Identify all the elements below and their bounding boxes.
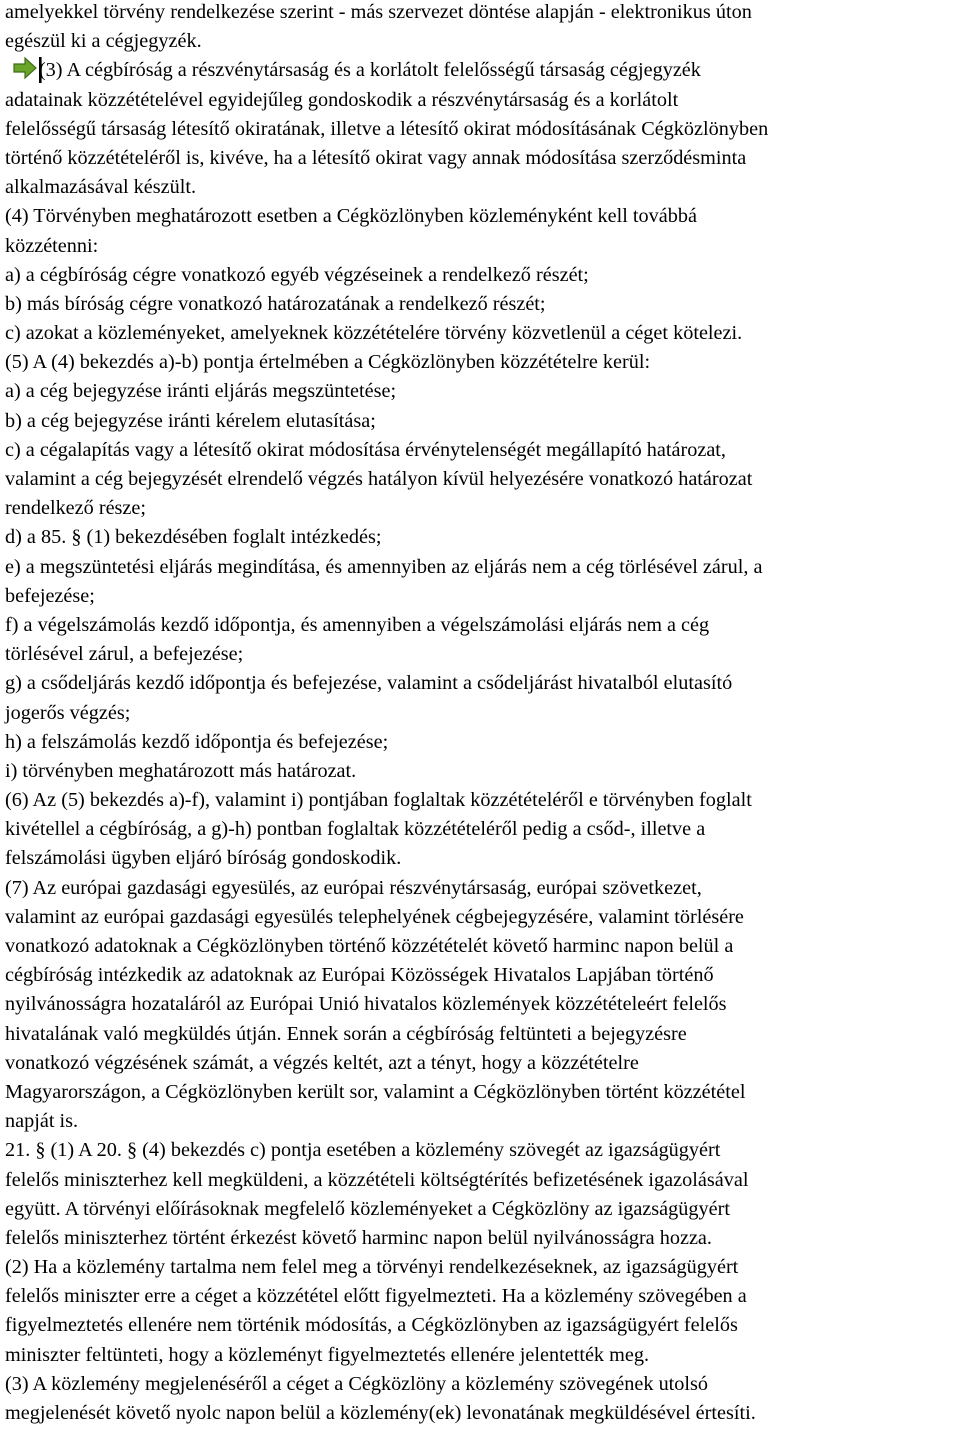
- text-line: történő közzétételéről is, kivéve, ha a létesítő okirat vagy annak módosítása szerződésminta: [5, 146, 747, 169]
- text-line: hivatalának való megküldés útján. Ennek során a cégbíróság feltünteti a bejegyzésre: [5, 1022, 687, 1045]
- text-line: törlésével zárul, a befejezése;: [5, 643, 244, 666]
- text-line: amelyekkel törvény rendelkezése szerint - más szervezet döntése alapján - elektronikus úton: [5, 1, 752, 23]
- text-line: f) a végelszámolás kezdő időpontja, és amennyiben a végelszámolási eljárás nem a cég: [5, 613, 710, 636]
- text-line: befejezése;: [5, 584, 95, 607]
- text-line: cégbíróság intézkedik az adatoknak az Európai Közösségek Hivatalos Lapjában történő: [5, 964, 714, 987]
- text-line: felelős miniszter erre a céget a közzététel előtt figyelmezteti. Ha a közlemény szövegében a: [5, 1285, 747, 1308]
- text-line: adatainak közzétételével egyidejűleg gondoskodik a részvénytársaság és a korlátolt: [5, 88, 679, 111]
- text-line: miniszter feltünteti, hogy a közleményt figyelmeztetés ellenére jelentették meg.: [5, 1343, 650, 1366]
- text-line: valamint a cég bejegyzését elrendelő végzés hatályon kívül helyezésére vonatkozó határozat: [5, 468, 753, 490]
- text-line: közzétenni:: [5, 234, 99, 257]
- text-line: a) a cégbíróság cégre vonatkozó egyéb végzéseinek a rendelkező részét;: [5, 263, 589, 286]
- text-line: (4) Törvényben meghatározott esetben a Cégközlönyben közleményként kell továbbá: [5, 205, 698, 228]
- text-line: (3) A közlemény megjelenéséről a céget a Cégközlöny a közlemény szövegének utolsó: [5, 1372, 709, 1395]
- text-line: felszámolási ügyben eljáró bíróság gondoskodik.: [5, 847, 402, 870]
- text-line: felelősségű társaság létesítő okiratának, illetve a létesítő okirat módosításának Cégközlönyben: [5, 117, 769, 140]
- text-line: felelős miniszterhez kell megküldeni, a közzétételi költségtérítés befizetésének igazolásával: [5, 1168, 749, 1191]
- text-line: egészül ki a cégjegyzék.: [5, 30, 202, 53]
- text-line-with-marker: [5, 56, 953, 85]
- text-line: a) a cég bejegyzése iránti eljárás megszüntetése;: [5, 380, 397, 403]
- text-line: vonatkozó adatoknak a Cégközlönyben történő közzétételét követő harminc napon belül a: [5, 935, 734, 957]
- text-line: felelős miniszterhez történt érkezést követő harminc napon belül nyilvánosságra hozza.: [5, 1226, 712, 1249]
- text-line: b) más bíróság cégre vonatkozó határozatának a rendelkező részét;: [5, 292, 546, 315]
- text-line: Magyarországon, a Cégközlönyben került sor, valamint a Cégközlönyben történt közzététel: [5, 1080, 746, 1103]
- text-line: (7) Az európai gazdasági egyesülés, az európai részvénytársaság, európai szövetkezet,: [5, 876, 702, 899]
- text-line: c) azokat a közleményeket, amelyeknek közzétételére törvény közvetlenül a céget kötelezi.: [5, 322, 743, 345]
- text-line: megjelenését követő nyolc napon belül a közlemény(ek) levonatának megküldésével értesíti.: [5, 1402, 756, 1424]
- text-line: napját is.: [5, 1110, 79, 1133]
- text-line: i) törvényben meghatározott más határozat.: [5, 759, 357, 782]
- text-line: g) a csődeljárás kezdő időpontja és befejezése, valamint a csődeljárást hivatalból elutasító: [5, 672, 733, 695]
- document-page: [5, 0, 955, 1428]
- text-line: figyelmeztetés ellenére nem történik módosítás, a Cégközlönyben az igazságügyért felelős: [5, 1314, 738, 1337]
- text-line: jogerős végzés;: [5, 701, 131, 724]
- text-line: (3) A cégbíróság a részvénytársaság és a korlátolt felelősségű társaság cégjegyzék: [38, 59, 701, 82]
- text-line: h) a felszámolás kezdő időpontja és befejezése;: [5, 730, 389, 753]
- text-line: 21. § (1) A 20. § (4) bekezdés c) pontja esetében a közlemény szövegét az igazságügyért: [5, 1139, 721, 1162]
- text-line: rendelkező része;: [5, 497, 147, 520]
- text-line: (6) Az (5) bekezdés a)-f), valamint i) pontjában foglaltak közzétételéről e törvényben foglalt: [5, 789, 752, 812]
- text-line: nyilvánosságra hozataláról az Európai Unió hivatalos közlemények közzétételeért felelős: [5, 993, 727, 1016]
- text-line: (5) A (4) bekezdés a)-b) pontja értelmében a Cégközlönyben közzétételre kerül:: [5, 351, 651, 374]
- text-line: együtt. A törvényi előírásoknak megfelelő közleményeket a Cégközlöny az igazságügyért: [5, 1197, 730, 1220]
- text-line: alkalmazásával készült.: [5, 176, 197, 199]
- text-line: d) a 85. § (1) bekezdésében foglalt intézkedés;: [5, 526, 382, 549]
- text-line: b) a cég bejegyzése iránti kérelem elutasítása;: [5, 409, 376, 432]
- text-line: (2) Ha a közlemény tartalma nem felel meg a törvényi rendelkezéseknek, az igazságügyért: [5, 1256, 739, 1279]
- text-line: vonatkozó végzésének számát, a végzés keltét, azt a tényt, hogy a közzétételre: [5, 1051, 639, 1074]
- text-line: valamint az európai gazdasági egyesülés telephelyének cégbejegyzésére, valamint törlésére: [5, 905, 744, 928]
- text-line: c) a cégalapítás vagy a létesítő okirat módosítása érvénytelenségét megállapító határozat,: [5, 438, 726, 461]
- text-line: kivétellel a cégbíróság, a g)-h) pontban foglaltak közzétételéről pedig a csőd-, illetve a: [5, 818, 706, 841]
- text-line: e) a megszüntetési eljárás megindítása, és amennyiben az eljárás nem a cég törlésével zárul, a: [5, 555, 763, 578]
